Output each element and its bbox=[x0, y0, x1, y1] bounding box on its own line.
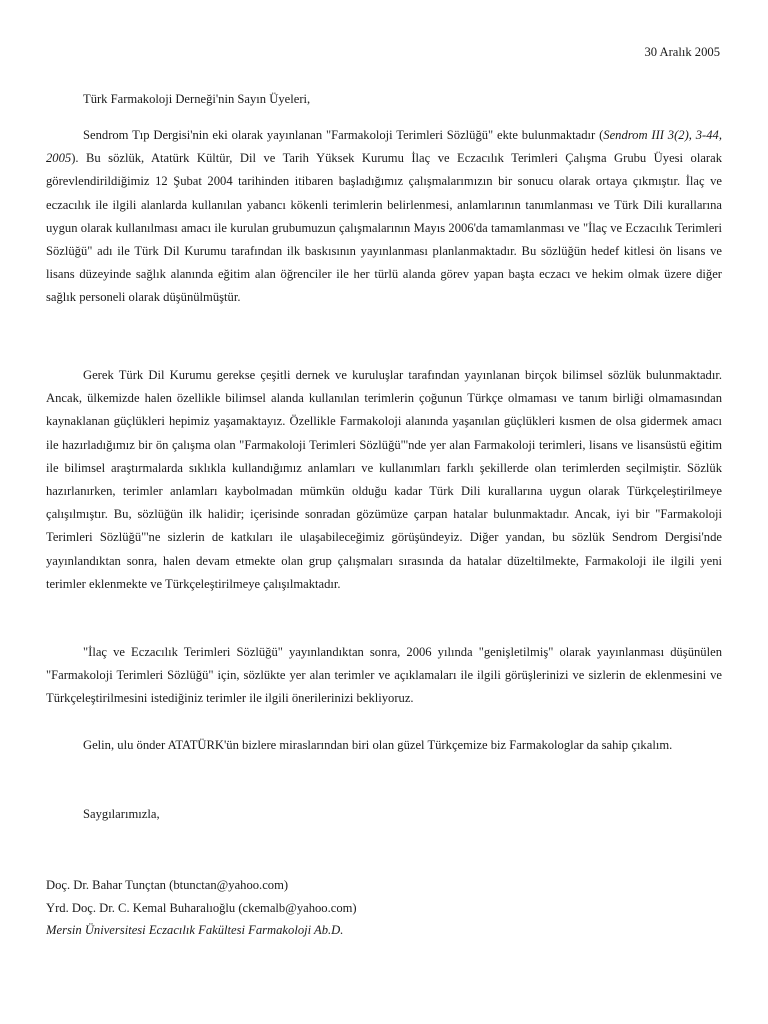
letter-date: 30 Aralık 2005 bbox=[644, 45, 720, 59]
signatory-1: Doç. Dr. Bahar Tunçtan (btunctan@yahoo.com) bbox=[46, 878, 289, 892]
paragraph-1 bbox=[46, 124, 722, 310]
citation: Sendrom III 3(2), 3-44, 2005 bbox=[46, 128, 722, 166]
institution: Mersin Üniversitesi Eczacılık Fakültesi Farmakoloji Ab.D. bbox=[46, 923, 344, 937]
salutation: Türk Farmakoloji Derneği'nin Sayın Üyeleri, bbox=[83, 92, 311, 106]
signature-block bbox=[46, 874, 357, 942]
signatory-2: Yrd. Doç. Dr. C. Kemal Buharalıoğlu (ckemalb@yahoo.com) bbox=[46, 900, 357, 915]
paragraph-4-text: Gelin, ulu önder ATATÜRK'ün bizlere miraslarından biri olan güzel Türkçemize biz Farmakologlar da sahip çıkalım. bbox=[83, 738, 673, 752]
closing: Saygılarımızla, bbox=[83, 807, 160, 821]
paragraph-4 bbox=[46, 734, 722, 757]
paragraph-3 bbox=[46, 641, 722, 711]
paragraph-1-text-a: Sendrom Tıp Dergisi'nin eki olarak yayınlanan "Farmakoloji Terimleri Sözlüğü" ekte bulunmaktadır ( bbox=[83, 128, 604, 142]
paragraph-2 bbox=[46, 364, 722, 596]
paragraph-3-text: "İlaç ve Eczacılık Terimleri Sözlüğü" yayınlandıktan sonra, 2006 yılında "genişletilmiş" olarak yayınlanması düşünülen "Farmakoloji Terimleri Sözlüğü" için, sözlükte yer alan terimler ve açıklamaları ile ilgili görüşlerinizi ve sizlerin de eklenmesini ve Türkçeleştirilmesini istediğiniz terimler ile ilgili önerilerinizi bekliyoruz. bbox=[46, 645, 722, 706]
paragraph-2-text: Gerek Türk Dil Kurumu gerekse çeşitli dernek ve kuruluşlar tarafından yayınlanan birçok bilimsel sözlük bulunmaktadır. Ancak, ülkemizde halen özellikle bilimsel alanda kullanılan terimlerin çoğunun Türkçe olmaması ve tanım birliği olmamasından kaynaklanan güçlükleri hepimiz yaşamaktayız. Özellikle Farmakoloji alanında yaşanılan güçlükleri kısmen de olsa gidermek amacı ile hazırladığımız bir ön çalışma olan "Farmakoloji Terimleri Sözlüğü"'nde yer alan Farmakoloji terimleri, lisans ve lisansüstü eğitim ile bilimsel araştırmalarda sıklıkla kullandığımız anlamları ve kullanımları farklı şekillerde olan terimlerden seçilmiştir. Sözlük hazırlanırken, terimler anlamları kaybolmadan mümkün olduğu kadar Türk Dili kurallarına uygun olarak Türkçeleştirilmeye çalışılmıştır. Bu, sözlüğün ilk halidir; içerisinde sonradan gözümüze çarpan hatalar bulunmaktadır. Ancak, iyi bir "Farmakoloji Terimleri Sözlüğü"'ne sizlerin de katkıları ile ulaşabileceğimiz görüşündeyiz. Diğer yandan, bu sözlük Sendrom Dergisi'nde yayınlandıktan sonra, halen devam etmekte olan grup çalışmaları sırasında da hatalar düzeltilmekte, Farmakoloji ile ilgili yeni terimler eklenmekte ve Türkçeleştirilmeye çalışılmaktadır. bbox=[46, 368, 722, 591]
paragraph-1-text-b: ). Bu sözlük, Atatürk Kültür, Dil ve Tarih Yüksek Kurumu İlaç ve Eczacılık Terimleri Çalışma Grubu Üyesi olarak görevlendirildiğimiz 12 Şubat 2004 tarihinden itibaren başladığımız çalışmalarımızın bir sonucu olarak ortaya çıkmıştır. İlaç ve eczacılık ile ilgili alanlarda kullanılan yabancı kökenli terimlerin belirlenmesi, anlamlarının tanımlanması ve Türk Dili kurallarına uygun olarak kullanılması amacı ile kurulan grubumuzun çalışmalarının Mayıs 2006'da tamamlanması ve "İlaç ve Eczacılık Terimleri Sözlüğü" adı ile Türk Dil Kurumu tarafından ilk baskısının yayınlanması planlanmaktadır. Bu sözlüğün hedef kitlesi ön lisans ve lisans düzeyinde sağlık alanında eğitim alan öğrenciler ile her türlü alanda görev yapan başta eczacı ve hekim olmak üzere diğer sağlık personeli olarak düşünülmüştür. bbox=[46, 151, 722, 305]
